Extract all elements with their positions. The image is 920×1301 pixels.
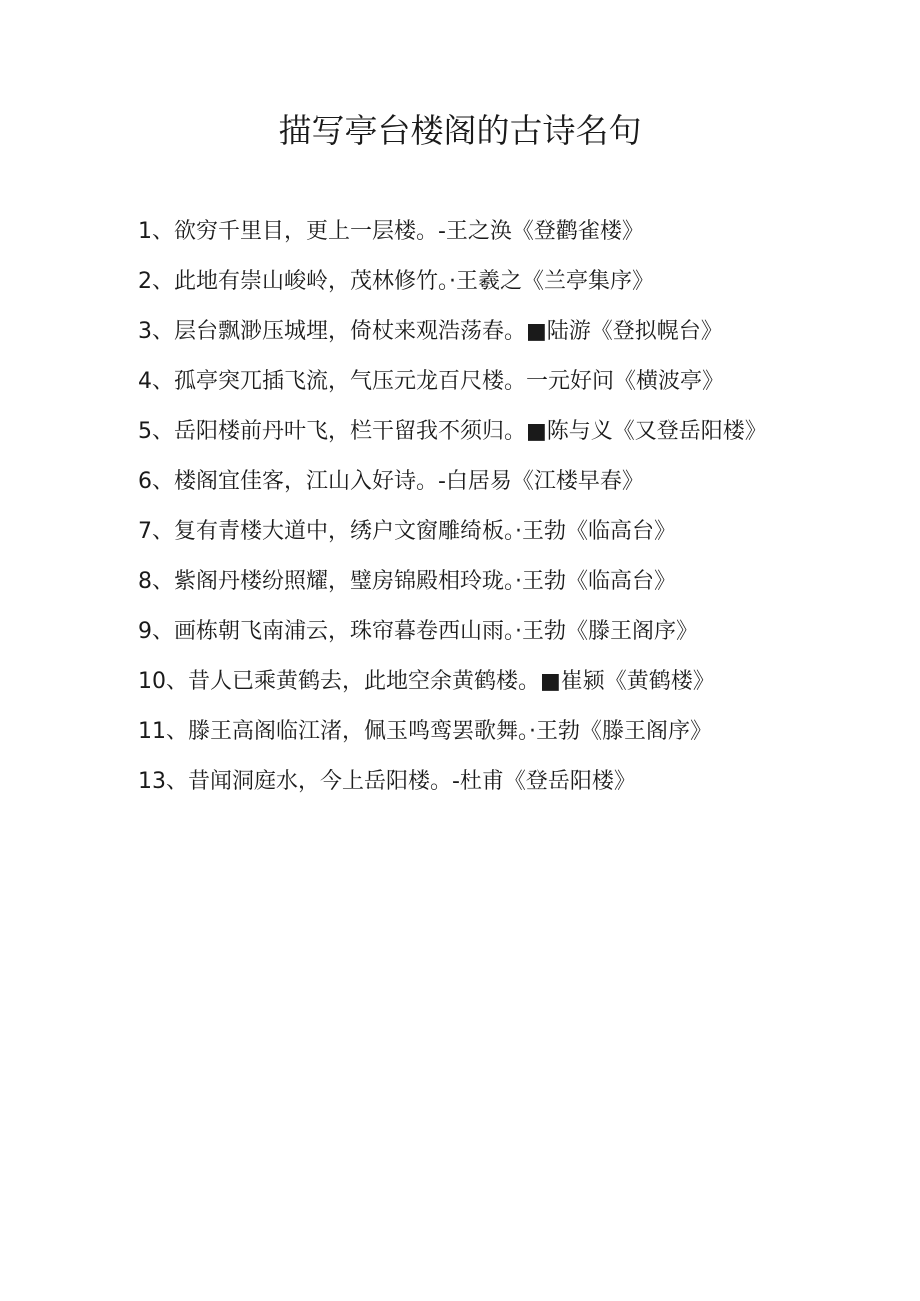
quote-item-5: 5、岳阳楼前丹叶飞，栏干留我不须归。■陈与义《又登岳阳楼》 [138,419,767,444]
quote-item-13: 13、昔闻洞庭水，今上岳阳楼。-杜甫《登岳阳楼》 [138,769,636,794]
quote-item-6: 6、楼阁宜佳客，江山入好诗。-白居易《江楼早春》 [138,469,644,494]
quote-item-7: 7、复有青楼大道中，绣户文窗雕绮板。·王勃《临高台》 [138,519,676,544]
quote-item-8: 8、紫阁丹楼纷照耀，璧房锦殿相玲珑。·王勃《临高台》 [138,569,676,594]
quote-item-1: 1、欲穷千里目，更上一层楼。-王之涣《登鹳雀楼》 [138,219,644,244]
quote-item-2: 2、此地有崇山峻岭，茂林修竹。·王羲之《兰亭集序》 [138,269,654,294]
quote-item-11: 11、滕王高阁临江渚，佩玉鸣鸾罢歌舞。·王勃《滕王阁序》 [138,719,712,744]
quote-list [138,207,778,807]
quote-item-4: 4、孤亭突兀插飞流，气压元龙百尺楼。一元好问《横波亭》 [138,369,724,394]
quote-item-9: 9、画栋朝飞南浦云，珠帘暮卷西山雨。·王勃《滕王阁序》 [138,619,698,644]
quote-item-10: 10、昔人已乘黄鹤去，此地空余黄鹤楼。■崔颍《黄鹤楼》 [138,669,715,694]
document-title: 描写亭台楼阁的古诗名句 [278,111,642,150]
quote-item-3: 3、层台飘渺压城埋，倚杖来观浩荡春。■陆游《登拟幌台》 [138,319,723,344]
